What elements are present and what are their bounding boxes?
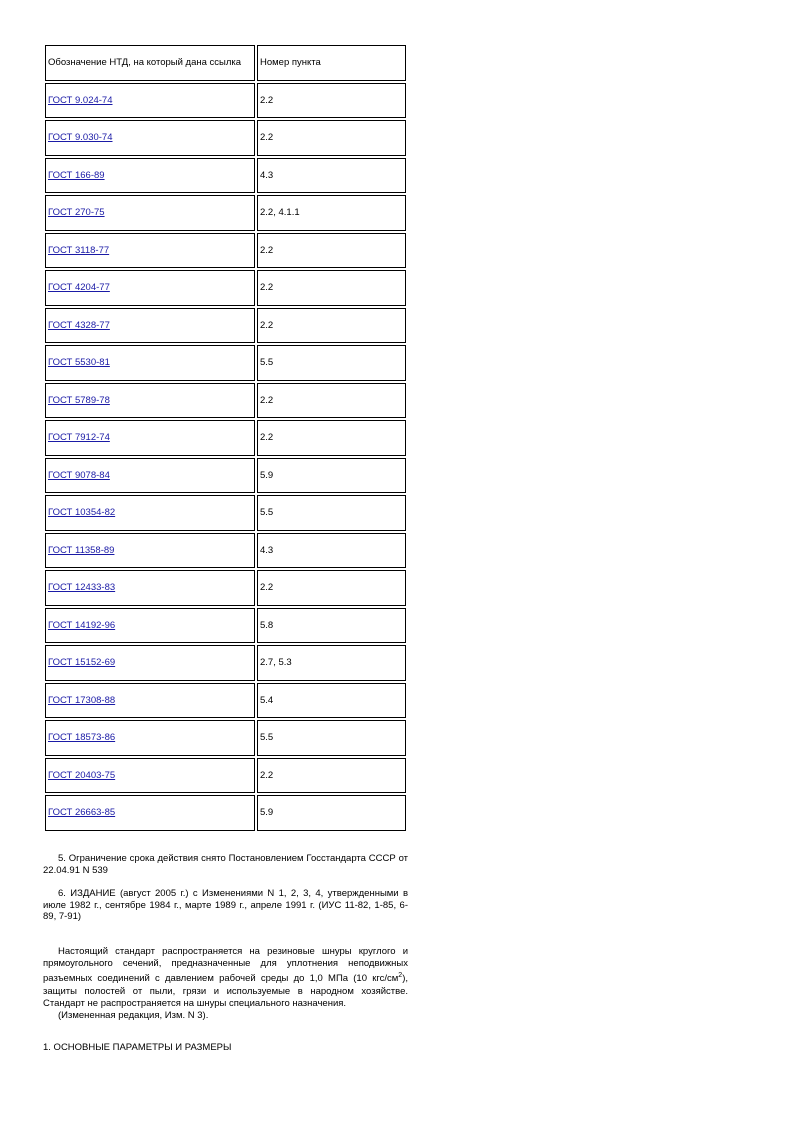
gost-link[interactable]: ГОСТ 166-89 — [48, 169, 105, 181]
gost-link[interactable]: ГОСТ 15152-69 — [48, 657, 116, 669]
gost-link[interactable]: ГОСТ 9078-84 — [48, 469, 110, 481]
item-number-cell: 2.2 — [257, 383, 406, 419]
item-number-cell: 2.2 — [257, 308, 406, 344]
item-number-cell: 2.2 — [257, 83, 406, 119]
gost-link[interactable]: ГОСТ 18573-86 — [48, 732, 116, 744]
ntd-cell — [45, 233, 255, 269]
ntd-cell — [45, 458, 255, 494]
table-row — [45, 383, 406, 419]
item-number-cell: 5.5 — [257, 495, 406, 531]
ntd-cell — [45, 420, 255, 456]
table-row — [45, 570, 406, 606]
header-ntd-designation: Обозначение НТД, на который дана ссылка — [45, 45, 255, 81]
ntd-cell — [45, 608, 255, 644]
table-row — [45, 758, 406, 794]
gost-link[interactable]: ГОСТ 4328-77 — [48, 319, 110, 331]
ntd-cell — [45, 270, 255, 306]
scope-paragraph — [43, 946, 408, 1011]
item-number-cell: 4.3 — [257, 533, 406, 569]
table-row — [45, 645, 406, 681]
table-row — [45, 345, 406, 381]
gost-link[interactable]: ГОСТ 5530-81 — [48, 357, 110, 369]
item-number-cell: 5.8 — [257, 608, 406, 644]
ntd-cell — [45, 683, 255, 719]
table-row — [45, 420, 406, 456]
reference-table-body — [45, 83, 406, 831]
table-row — [45, 608, 406, 644]
edition-note: (Измененная редакция, Изм. N 3). — [58, 1010, 209, 1022]
gost-link[interactable]: ГОСТ 11358-89 — [48, 544, 115, 556]
item-number-cell: 5.5 — [257, 345, 406, 381]
ntd-cell — [45, 195, 255, 231]
item-number-cell: 2.2 — [257, 233, 406, 269]
scope-text: Настоящий стандарт распространяется на резиновые шнуры круглого и прямоугольного сечений, предназначенные для уплотнения неподвижных разъемных соединений с давлением рабочей среды до 1,0 МПа (10 кгс/см — [43, 945, 408, 985]
ntd-cell — [45, 758, 255, 794]
gost-link[interactable]: ГОСТ 26663-85 — [48, 807, 116, 819]
gost-link[interactable]: ГОСТ 9.030-74 — [48, 132, 113, 144]
table-row — [45, 533, 406, 569]
item-number-cell: 2.2 — [257, 120, 406, 156]
item-number-cell: 5.5 — [257, 720, 406, 756]
header-item-number: Номер пункта — [257, 45, 406, 81]
ntd-cell — [45, 158, 255, 194]
item-number-cell: 5.9 — [257, 795, 406, 831]
gost-link[interactable]: ГОСТ 270-75 — [48, 207, 105, 219]
gost-link[interactable]: ГОСТ 3118-77 — [48, 244, 110, 256]
ntd-cell — [45, 570, 255, 606]
gost-link[interactable]: ГОСТ 12433-83 — [48, 582, 116, 594]
table-row — [45, 120, 406, 156]
ntd-cell — [45, 345, 255, 381]
section-heading: 1. ОСНОВНЫЕ ПАРАМЕТРЫ И РАЗМЕРЫ — [43, 1041, 232, 1053]
item-number-cell: 5.9 — [257, 458, 406, 494]
ntd-cell — [45, 795, 255, 831]
table-row — [45, 720, 406, 756]
table-row — [45, 458, 406, 494]
superscript-2: 2 — [398, 972, 403, 980]
note-6: 6. ИЗДАНИЕ (август 2005 г.) с Изменениями N 1, 2, 3, 4, утвержденными в июле 1982 г., сентябре 1984 г., марте 1989 г., апреле 1991 г. (ИУС 11-82, 1-85, 6-89, 7-91) — [43, 888, 408, 922]
item-number-cell: 4.3 — [257, 158, 406, 194]
gost-link[interactable]: ГОСТ 4204-77 — [48, 282, 110, 294]
ntd-cell — [45, 645, 255, 681]
ntd-cell — [45, 383, 255, 419]
table-row — [45, 83, 406, 119]
table-row — [45, 308, 406, 344]
note-5: 5. Ограничение срока действия снято Постановлением Госстандарта СССР от 22.04.91 N 539 — [43, 853, 408, 876]
ntd-cell — [45, 495, 255, 531]
table-row — [45, 683, 406, 719]
gost-link[interactable]: ГОСТ 10354-82 — [48, 507, 116, 519]
document-notes — [43, 853, 408, 1053]
ntd-cell — [45, 533, 255, 569]
table-row — [45, 795, 406, 831]
gost-link[interactable]: ГОСТ 20403-75 — [48, 769, 116, 781]
table-row — [45, 158, 406, 194]
ntd-cell — [45, 308, 255, 344]
gost-link[interactable]: ГОСТ 17308-88 — [48, 694, 116, 706]
ntd-cell — [45, 120, 255, 156]
item-number-cell: 5.4 — [257, 683, 406, 719]
item-number-cell: 2.2 — [257, 570, 406, 606]
table-header-row — [45, 45, 406, 81]
gost-link[interactable]: ГОСТ 9.024-74 — [48, 94, 113, 106]
item-number-cell: 2.7, 5.3 — [257, 645, 406, 681]
table-row — [45, 270, 406, 306]
reference-table — [43, 43, 408, 833]
table-row — [45, 195, 406, 231]
item-number-cell: 2.2 — [257, 758, 406, 794]
table-row — [45, 495, 406, 531]
item-number-cell: 2.2 — [257, 270, 406, 306]
gost-link[interactable]: ГОСТ 7912-74 — [48, 432, 110, 444]
ntd-cell — [45, 83, 255, 119]
table-row — [45, 233, 406, 269]
item-number-cell: 2.2 — [257, 420, 406, 456]
item-number-cell: 2.2, 4.1.1 — [257, 195, 406, 231]
gost-link[interactable]: ГОСТ 5789-78 — [48, 394, 110, 406]
scope-text-cont: ), защиты полостей от пыли, грязи и используемые в народном хозяйстве. Стандарт не распространяется на шнуры специального назначения. — [43, 973, 408, 1009]
gost-link[interactable]: ГОСТ 14192-96 — [48, 619, 116, 631]
ntd-cell — [45, 720, 255, 756]
